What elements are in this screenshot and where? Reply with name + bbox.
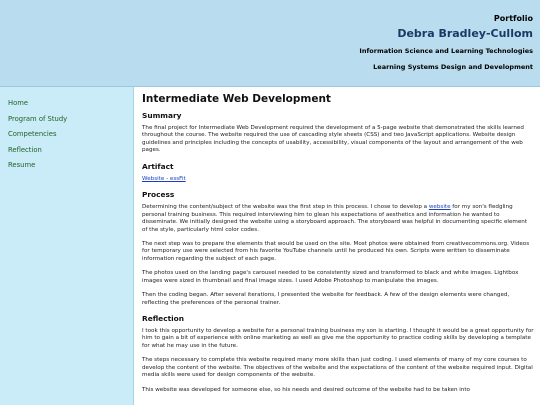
department-name: Information Science and Learning Technologies [359, 47, 533, 55]
process-p1-before: Determining the content/subject of the website was the first step in this process. I chose to develop a [142, 204, 429, 211]
reflection-paragraph-2: The steps necessary to complete this website required many more skills than just coding. I used elements of many of my core courses to develop the content of the website. The objectives of the website and the expectations of the content of the website required input. Digital media skills were used for design components of the website. [142, 357, 533, 379]
process-paragraph-3: The photos used on the landing page's carousel needed to be consistently sized and transformed to black and white images. Lightbox images were sized in thumbnail and final image sizes. I used Adobe Photoshop to manipulate the images. [142, 270, 519, 284]
process-website-link[interactable]: website [428, 204, 451, 211]
reflection-paragraph-3: This website was developed for someone else, so his needs and desired outcome of the website had to be taken into [142, 386, 470, 393]
article [142, 93, 534, 401]
process-paragraph-1 [142, 204, 534, 234]
site-header [0, 0, 540, 87]
sidebar-item-competencies[interactable]: Competencies [8, 130, 57, 138]
reflection-heading: Reflection [142, 314, 184, 323]
sidebar-item-program-of-study[interactable]: Program of Study [8, 115, 68, 123]
sidebar-item-reflection[interactable]: Reflection [8, 146, 42, 154]
artifact-heading: Artifact [142, 161, 174, 171]
artifact-website-link[interactable]: Website - essFit [142, 175, 186, 182]
portfolio-label: Portfolio [493, 14, 533, 23]
sidebar-item-home[interactable]: Home [8, 99, 29, 107]
process-paragraph-4: Then the coding began. After several iterations, I presented the website for feedback. A few of the design elements were changed, reflecting the preferences of the personal trainer. [142, 292, 510, 306]
process-paragraph-2: The next step was to prepare the elements that would be used on the site. Most photos were obtained from creativecommons.org. Videos for temporary use were selected from his favorite YouTube channels until he produced his own. Scripts were written to disseminate information regarding the subject of each page. [142, 240, 530, 262]
author-name: Debra Bradley-Cullom [397, 27, 533, 40]
summary-heading: Summary [142, 111, 182, 120]
process-p1-after: for my son's fledgling personal training business. This required interviewing him to glean his expectations of aesthetics and information he wanted to disseminate. We initially designed the website using a storyboard approach. The storyboard was helpful in documenting specific element of the style, particularly html color codes. [142, 204, 528, 233]
summary-text: The final project for Intermediate Web Development required the development of a 5-page website that demonstrated the skills learned throughout the course. The website required the use of cascading style sheets (CSS) and two JavaScript applications. Website design guidelines and principles including the concepts of usability, accessibility, visual components of the layout and arrangement of the web pages. [142, 125, 524, 154]
artifact-paragraph [142, 176, 534, 183]
reflection-paragraph-1: I took this opportunity to develop a website for a personal training business my son is starting. I thought it would be a great opportunity for him to gain a bit of experience with online marketing as well as give me the opportunity to practice coding skills by developing a template for what he may use in the future. [142, 328, 534, 349]
program-name: Learning Systems Design and Development [373, 63, 533, 71]
page-title: Intermediate Web Development [142, 93, 331, 105]
sidebar-nav [0, 87, 134, 405]
sidebar-item-resume[interactable]: Resume [8, 161, 36, 169]
process-heading: Process [142, 190, 175, 200]
main-content [134, 87, 540, 405]
